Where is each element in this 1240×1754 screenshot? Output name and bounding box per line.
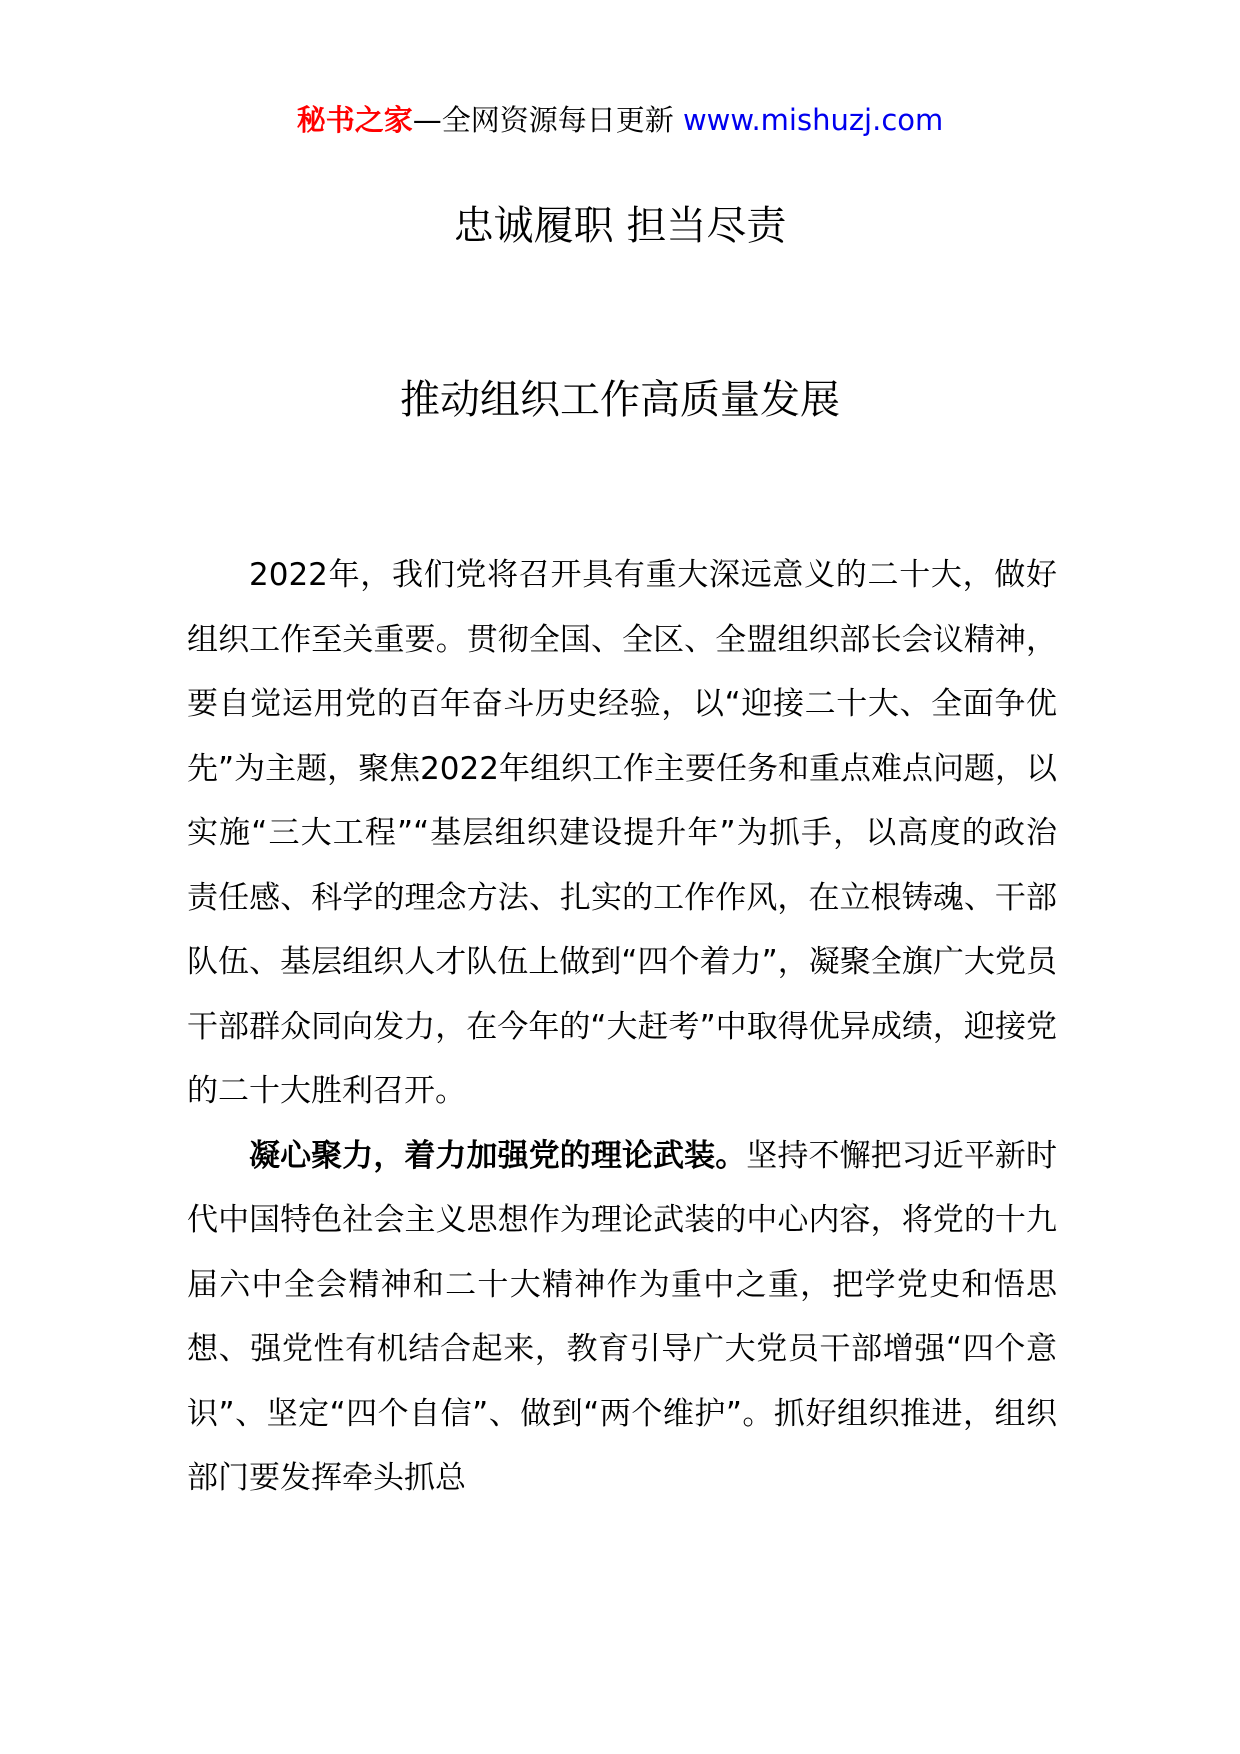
document-title-line-2: 推动组织工作高质量发展 <box>400 377 840 423</box>
document-body <box>187 543 1057 1511</box>
header-tagline: —全网资源每日更新 <box>412 103 683 137</box>
paragraph-2 <box>187 1124 1057 1511</box>
brand-name: 秘书之家 <box>296 103 413 137</box>
site-url-link[interactable]: www.mishuzj.com <box>682 103 944 137</box>
paragraph-2-lead: 凝心聚力，着力加强党的理论武装。 <box>249 1137 747 1174</box>
document-title-line-1: 忠诚履职 担当尽责 <box>453 203 787 249</box>
paragraph-1: 2022年，我们党将召开具有重大深远意义的二十大，做好组织工作至关重要。贯彻全国、全区、全盟组织部长会议精神，要自觉运用党的百年奋斗历史经验，以“迎接二十大、全面争优先”为主题，聚焦2022年组织工作主要任务和重点难点问题，以实施“三大工程”“基层组织建设提升年”为抓手，以高度的政治责任感、科学的理念方法、扎实的工作作风，在立根铸魂、干部队伍、基层组织人才队伍上做到“四个着力”，凝聚全旗广大党员干部群众同向发力，在今年的“大赶考”中取得优异成绩，迎接党的二十大胜利召开。 <box>187 557 1057 1109</box>
paragraph-2-text: 坚持不懈把习近平新时代中国特色社会主义思想作为理论武装的中心内容，将党的十九届六中全会精神和二十大精神作为重中之重，把学党史和悟思想、强党性有机结合起来，教育引导广大党员干部增强“四个意识”、坚定“四个自信”、做到“两个维护”。抓好组织推进，组织部门要发挥牵头抓总 <box>187 1137 1058 1496</box>
site-header <box>0 100 1240 140</box>
